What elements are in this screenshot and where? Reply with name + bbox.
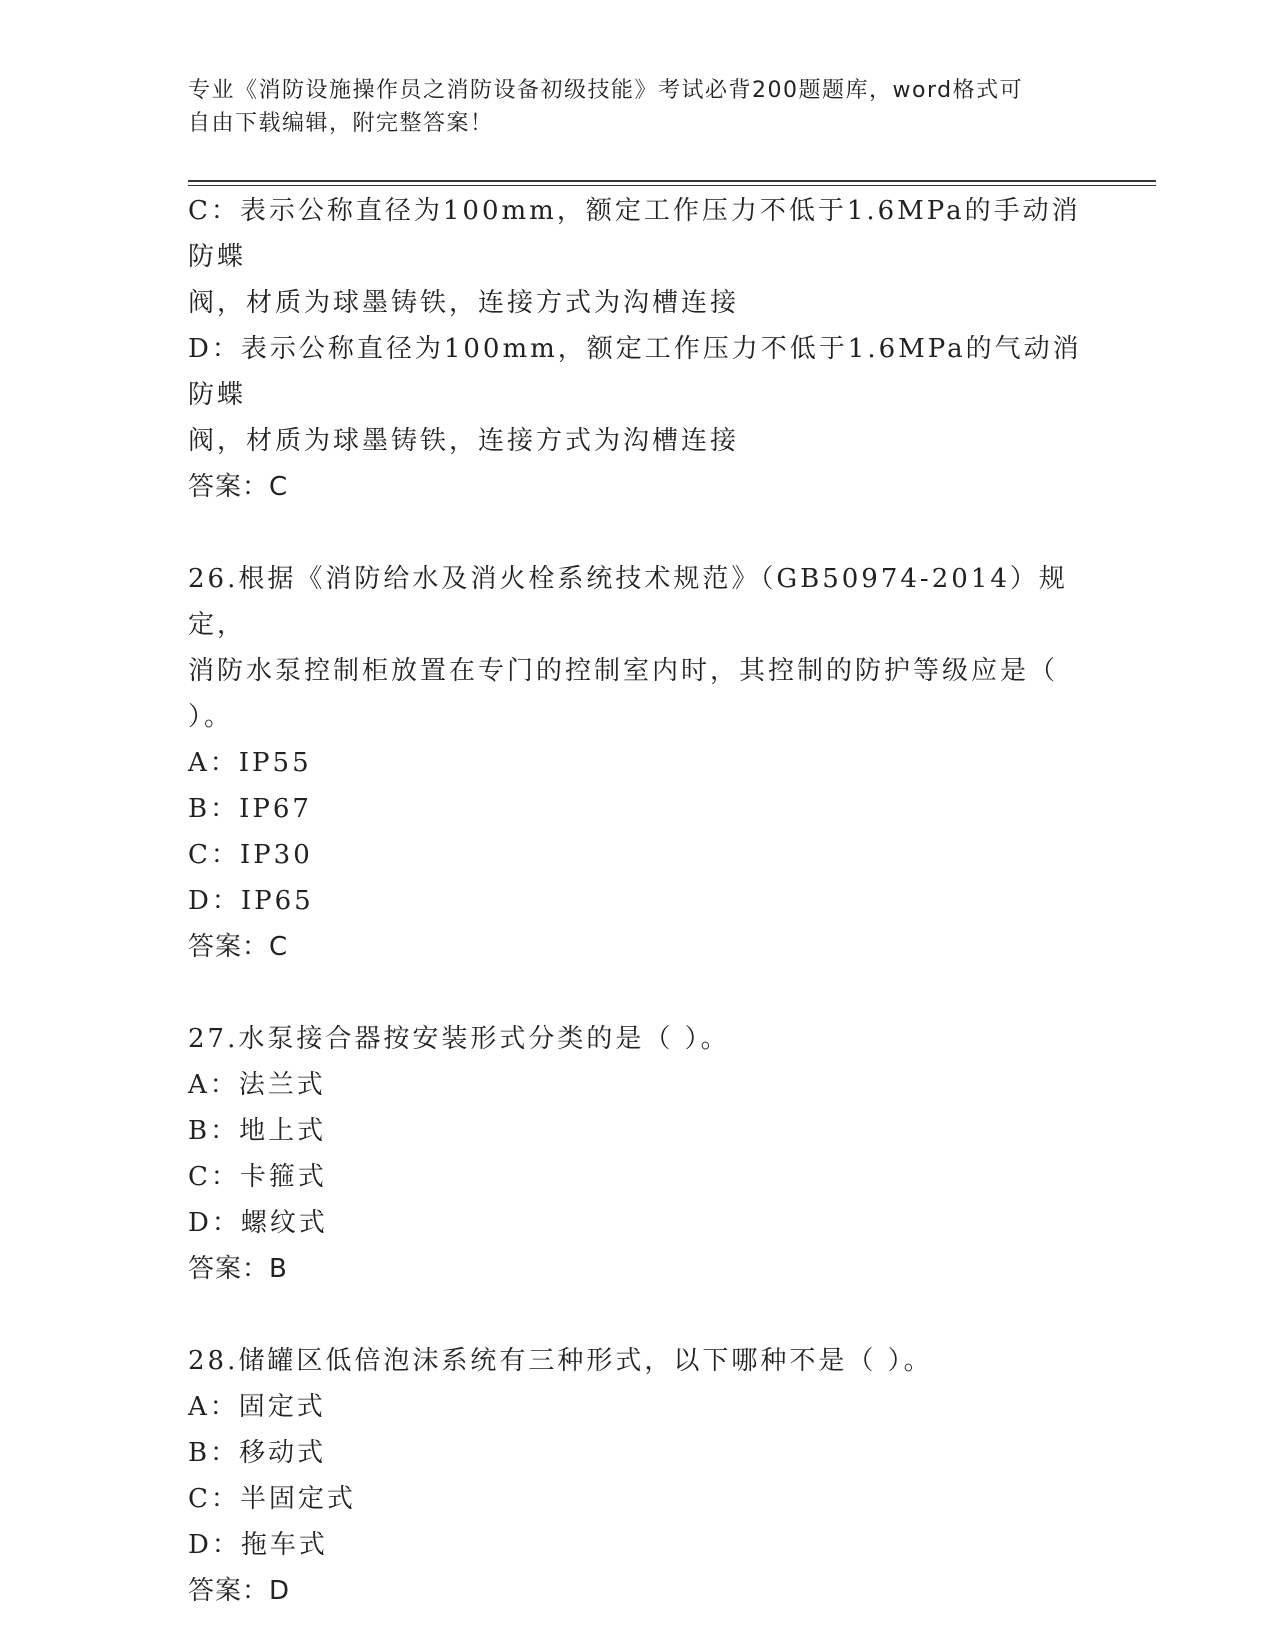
option-c: C：IP30 <box>188 840 313 870</box>
document-header <box>188 74 1088 140</box>
carryover-question <box>188 188 1088 510</box>
option-c-line-1: C：表示公称直径为100mm，额定工作压力不低于1.6MPa的手动消防蝶 <box>188 196 1081 272</box>
option-c-line-2: 阀，材质为球墨铸铁，连接方式为沟槽连接 <box>188 288 740 318</box>
option-a: A：固定式 <box>188 1392 326 1422</box>
document-body <box>188 188 1088 1614</box>
question-26 <box>188 556 1088 970</box>
answer-line: 答案：C <box>188 932 289 962</box>
header-line-2: 自由下载编辑，附完整答案！ <box>188 111 494 136</box>
option-d-line-1: D：表示公称直径为100mm，额定工作压力不低于1.6MPa的气动消防蝶 <box>188 334 1082 410</box>
option-d-line-2: 阀，材质为球墨铸铁，连接方式为沟槽连接 <box>188 426 740 456</box>
option-b: B：地上式 <box>188 1116 327 1146</box>
option-b: B：移动式 <box>188 1438 327 1468</box>
question-stem-line: 28.储罐区低倍泡沫系统有三种形式，以下哪种不是（ ）。 <box>188 1346 933 1376</box>
option-d: D：IP65 <box>188 886 314 916</box>
option-d: D：拖车式 <box>188 1530 328 1560</box>
option-b: B：IP67 <box>188 794 312 824</box>
answer-line: 答案：B <box>188 1254 288 1284</box>
answer-line: 答案：D <box>188 1576 291 1606</box>
question-stem-line: 26.根据《消防给水及消火栓系统技术规范》（GB50974-2014）规定， <box>188 564 1068 640</box>
question-28 <box>188 1338 1088 1614</box>
question-27 <box>188 1016 1088 1292</box>
option-a: A：法兰式 <box>188 1070 326 1100</box>
option-c: C：半固定式 <box>188 1484 356 1514</box>
header-line-1: 专业《消防设施操作员之消防设备初级技能》考试必背200题题库，word格式可 <box>188 78 1024 103</box>
question-stem-line: ）。 <box>188 702 234 732</box>
header-rule-thick <box>188 180 1156 182</box>
answer-line: 答案：C <box>188 472 289 502</box>
option-d: D：螺纹式 <box>188 1208 328 1238</box>
header-rule-thin <box>188 185 1156 186</box>
question-stem-line: 27.水泵接合器按安装形式分类的是（ ）。 <box>188 1024 730 1054</box>
option-c: C：卡箍式 <box>188 1162 327 1192</box>
option-a: A：IP55 <box>188 748 312 778</box>
question-stem-line: 消防水泵控制柜放置在专门的控制室内时，其控制的防护等级应是（ <box>188 656 1059 686</box>
